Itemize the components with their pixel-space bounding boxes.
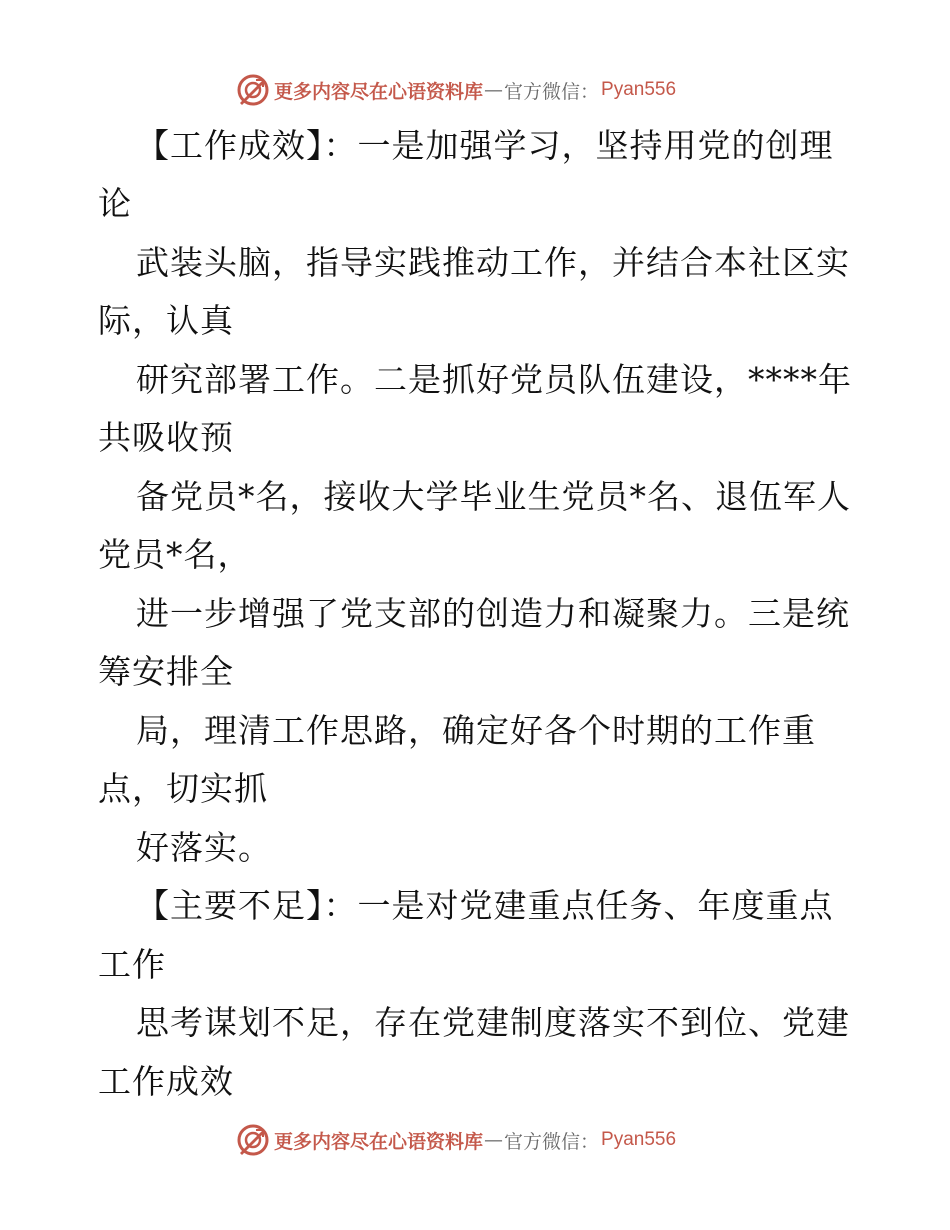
text-line: 筹安排全 <box>98 652 234 691</box>
text-line: 局，理清工作思路，确定好各个时期的工作重 <box>136 711 816 750</box>
text-line: 思考谋划不足，存在党建制度落实不到位、党建 <box>136 1003 850 1042</box>
watermark-text: 更多内容尽在心语资料库 <box>274 1130 484 1153</box>
watermark-wechat-label: 官方微信： <box>504 80 600 103</box>
watermark-wechat-label: 官方微信： <box>504 1130 600 1153</box>
text-line: 【主要不足】：一是对党建重点任务、年度重点 <box>136 886 834 925</box>
watermark-text: 更多内容尽在心语资料库 <box>274 80 484 103</box>
text-line: 工作成效 <box>98 1062 234 1101</box>
text-line: 进一步增强了党支部的创造力和凝聚力。三是统 <box>136 594 850 633</box>
text-line: 工作 <box>98 945 166 984</box>
text-line: 研究部署工作。二是抓好党员队伍建设，****年 <box>136 360 852 399</box>
text-line: 共吸收预 <box>98 418 234 457</box>
watermark-dash: — <box>484 79 504 101</box>
text-line: 点，切实抓 <box>98 769 268 808</box>
footer-watermark <box>236 1122 676 1158</box>
watermark-wechat-id: Pyan556 <box>601 79 677 100</box>
text-line: 好落实。 <box>136 828 272 867</box>
text-line: 论 <box>98 184 132 223</box>
watermark-wechat-id: Pyan556 <box>601 1129 677 1150</box>
text-line: 武装头脑，指导实践推动工作，并结合本社区实 <box>136 243 850 282</box>
logo-icon <box>236 73 270 107</box>
header-watermark <box>236 72 676 108</box>
text-line: 党员*名， <box>98 535 252 574</box>
text-line: 备党员*名，接收大学毕业生党员*名、退伍军人 <box>136 477 851 516</box>
logo-icon <box>236 1123 270 1157</box>
text-line: 际，认真 <box>98 301 234 340</box>
watermark-dash: — <box>484 1129 504 1151</box>
text-line: 【工作成效】：一是加强学习，坚持用党的创理 <box>136 126 834 165</box>
